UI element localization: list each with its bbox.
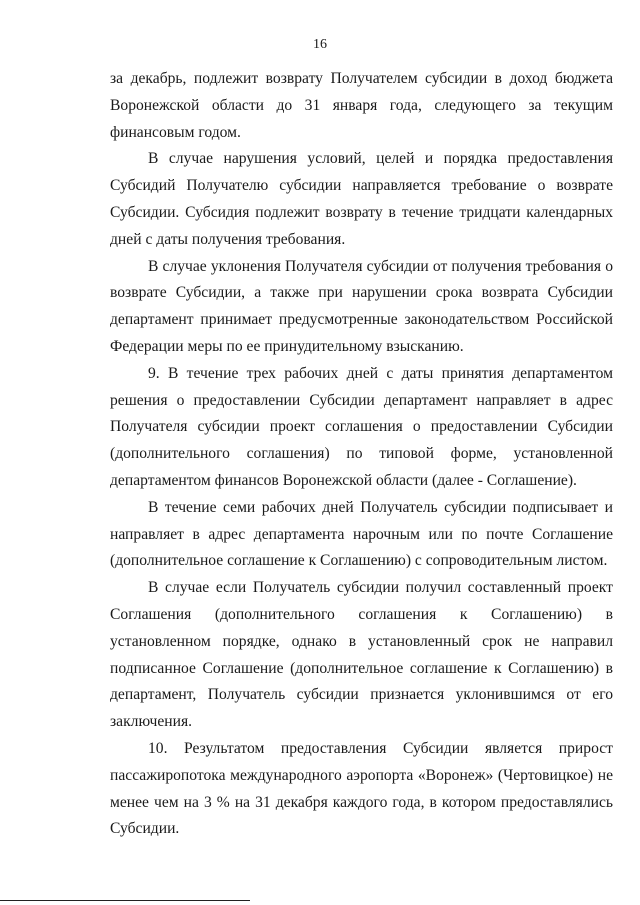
paragraph-item-10: 10. Результатом предоставления Субсидии является прирост пассажиропотока международного аэропорта «Воронеж» (Чертовицкое) не менее чем на 3 % на 31 декабря каждого года, в котором предоставлялись Субсидии. [110,739,613,838]
paragraph-item-9: 9. В течение трех рабочих дней с даты принятия департаментом решения о предоставлении Субсидии департамент направляет в адрес Получателя субсидии проект соглашения о предоставлении Субсидии (дополнительного соглашения) по типовой форме, установленной департаментом финансов Воронежской области (далее - Соглашение). [110,364,613,489]
paragraph-signing-deadline: В течение семи рабочих дней Получатель субсидии подписывает и направляет в адрес департамента нарочным или по почте Соглашение (дополнительное соглашение к Соглашению) с сопроводительным листом. [110,498,613,570]
document-body [110,66,613,843]
paragraph-continuation: за декабрь, подлежит возврату Получателем субсидии в доход бюджета Воронежской области до 31 января года, следующего за текущим финансовым годом. [110,70,613,141]
footer-divider [0,900,250,901]
paragraph-evasion-agreement: В случае если Получатель субсидии получил составленный проект Соглашения (дополнительного соглашения к Соглашению) в установленном порядке, однако в установленный срок не направил подписанное Соглашение (дополнительное соглашение к Соглашению) в департамент, Получатель субсидии признается уклонившимся от его заключения. [110,579,613,731]
paragraph-evasion-enforcement: В случае уклонения Получателя субсидии от получения требования о возврате Субсидии, а также при нарушении срока возврата Субсидии департамент принимает предусмотренные законодательством Российской Федерации меры по ее принудительному взысканию. [110,257,613,355]
page-number: 16 [313,37,327,52]
paragraph-violation-return: В случае нарушения условий, целей и порядка предоставления Субсидий Получателю субсидии направляется требование о возврате Субсидии. Субсидия подлежит возврату в течение тридцати календарных дней с даты получения требования. [110,150,613,248]
